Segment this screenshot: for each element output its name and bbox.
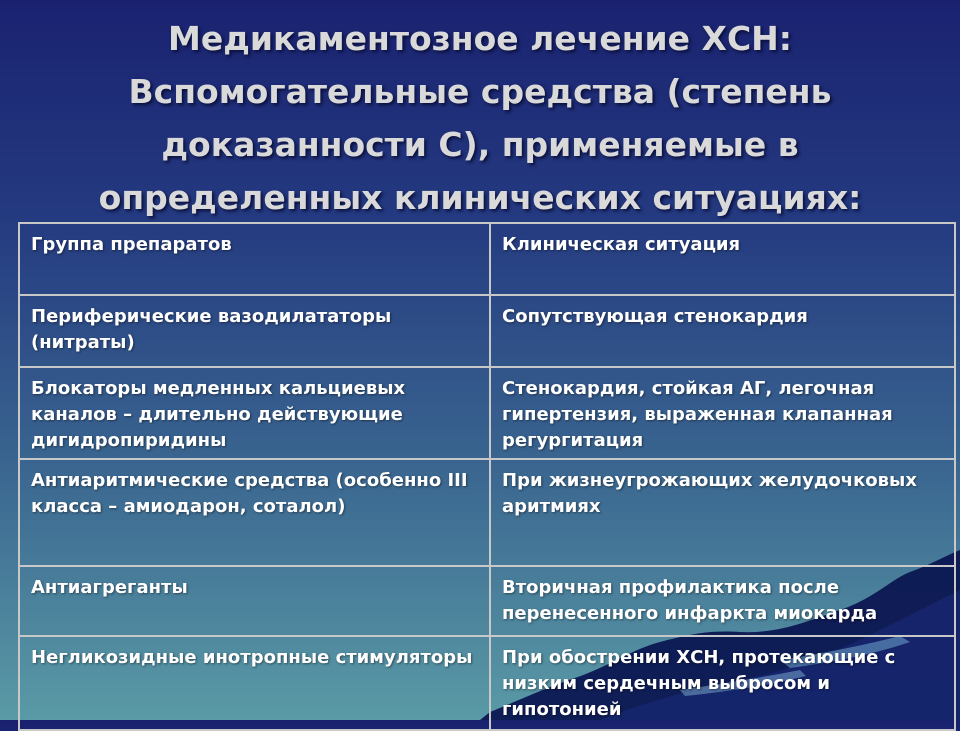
table-header-row: [19, 223, 955, 295]
title-line: Вспомогательные средства (степень: [128, 72, 832, 111]
table-row: [19, 636, 955, 730]
drug-group-cell: Антиагреганты: [19, 566, 490, 636]
table-row: [19, 459, 955, 566]
header-group-cell: Группа препаратов: [19, 223, 490, 295]
table-row: [19, 566, 955, 636]
clinical-situation-cell: Сопутствующая стенокардия: [490, 295, 955, 367]
header-situation-cell: Клиническая ситуация: [490, 223, 955, 295]
clinical-situation-cell: Вторичная профилактика после перенесенного инфаркта миокарда: [490, 566, 955, 636]
title-line: Медикаментозное лечение ХСН:: [168, 19, 792, 58]
drug-table: [18, 222, 956, 731]
drug-group-cell: Блокаторы медленных кальциевых каналов – длительно действующие дигидропиридины: [19, 367, 490, 459]
clinical-situation-cell: При жизнеугрожающих желудочковых аритмиях: [490, 459, 955, 566]
drug-group-cell: Негликозидные инотропные стимуляторы: [19, 636, 490, 730]
table-row: [19, 367, 955, 459]
drug-group-cell: Периферические вазодилататоры (нитраты): [19, 295, 490, 367]
clinical-situation-cell: При обострении ХСН, протекающие с низким сердечным выбросом и гипотонией: [490, 636, 955, 730]
title-line: определенных клинических ситуациях:: [98, 178, 862, 217]
clinical-situation-cell: Стенокардия, стойкая АГ, легочная гипертензия, выраженная клапанная регургитация: [490, 367, 955, 459]
table-row: [19, 295, 955, 367]
slide-title: [40, 12, 920, 224]
title-line: доказанности С), применяемые в: [161, 125, 799, 164]
drug-group-cell: Антиаритмические средства (особенно III класса – амиодарон, соталол): [19, 459, 490, 566]
